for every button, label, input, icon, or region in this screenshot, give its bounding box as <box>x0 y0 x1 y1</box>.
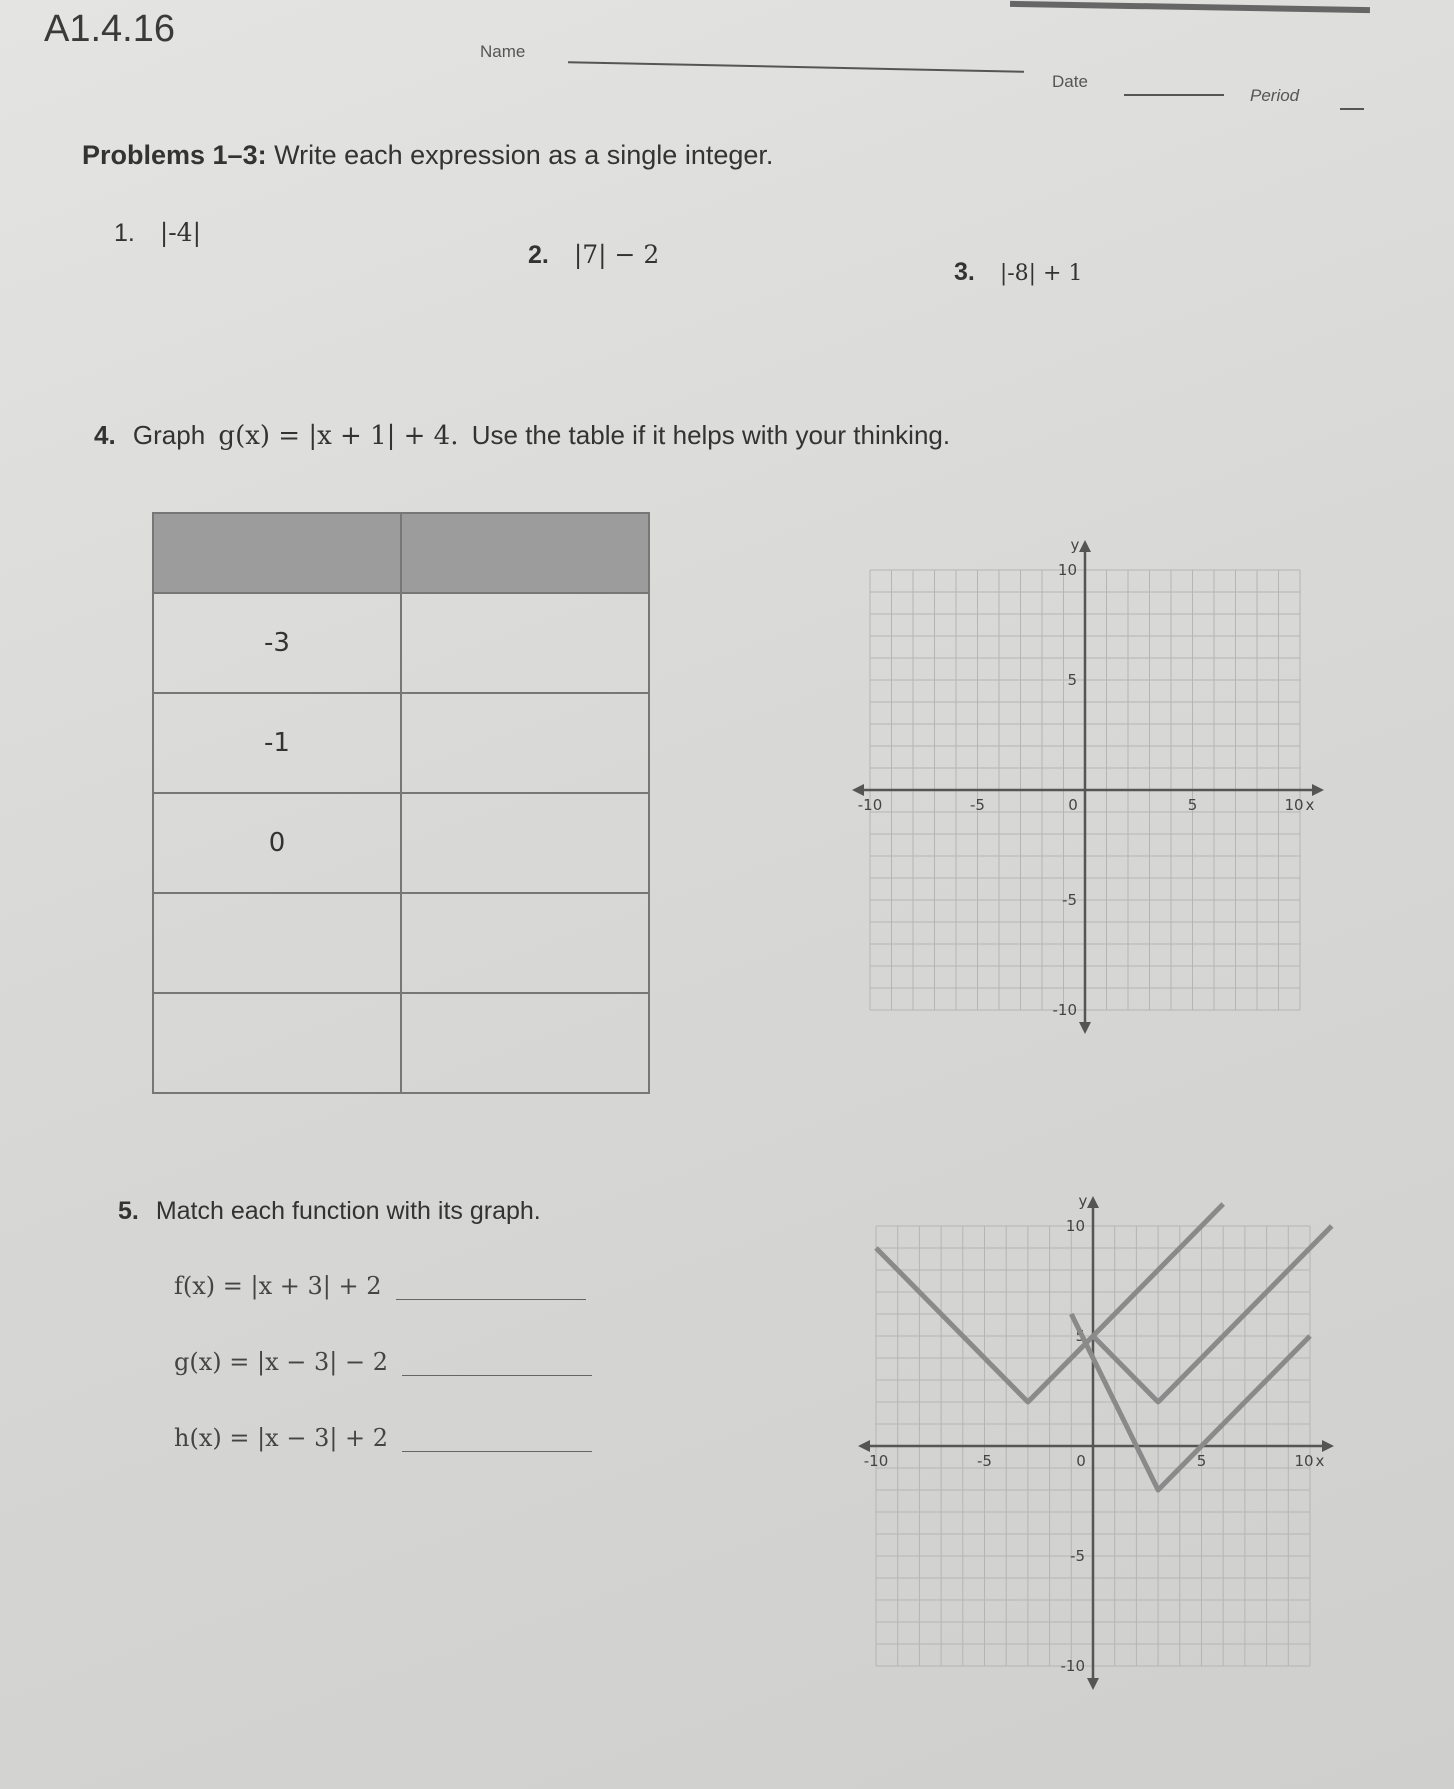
problem-3-expression: |-8| + 1 <box>999 261 1083 286</box>
table-x-cell[interactable] <box>153 993 401 1093</box>
problem-4-coordinate-grid[interactable] <box>850 530 1330 1050</box>
period-label: Period <box>1250 86 1300 105</box>
function-f-expression: f(x) = |x + 3| + 2 <box>174 1272 382 1300</box>
x-tick-label: -5 <box>977 1452 992 1470</box>
y-axis-arrow-icon <box>1087 1678 1099 1690</box>
y-tick-label: -5 <box>1070 1547 1085 1565</box>
y-tick-label: 5 <box>1067 671 1077 689</box>
x-tick-label: -5 <box>970 796 985 814</box>
name-label: Name <box>480 42 526 61</box>
y-tick-label: -10 <box>1060 1657 1085 1675</box>
table-x-cell: 0 <box>153 793 401 893</box>
x-tick-label: 10 <box>1294 1452 1314 1470</box>
problem-4-suffix: Use the table if it helps with your thinking. <box>471 420 951 450</box>
function-h-expression: h(x) = |x − 3| + 2 <box>174 1424 389 1452</box>
x-axis-label: x <box>1305 796 1315 814</box>
table-y-cell[interactable] <box>401 693 649 793</box>
table-row <box>153 793 649 893</box>
x-axis-arrow-icon <box>1322 1440 1334 1452</box>
table-row <box>153 993 649 1093</box>
problem-3-number: 3. <box>954 258 975 286</box>
table-x-cell: -1 <box>153 693 401 793</box>
date-label: Date <box>1052 72 1088 91</box>
origin-label: 0 <box>1076 1452 1086 1470</box>
x-tick-label: 10 <box>1284 796 1304 814</box>
section-heading-bold: Problems 1–3: <box>82 140 267 170</box>
problem-4-prompt <box>94 420 950 451</box>
period-field[interactable] <box>1340 108 1364 110</box>
problem-1-number: 1. <box>114 219 135 247</box>
function-h-answer-blank[interactable] <box>402 1451 592 1452</box>
problem-5-text: Match each function with its graph. <box>155 1197 541 1225</box>
x-axis-arrow-icon <box>858 1440 870 1452</box>
problem-4-prefix: Graph <box>132 420 206 450</box>
x-tick-label: 5 <box>1187 796 1198 814</box>
y-tick-label: -10 <box>1052 1001 1077 1019</box>
y-axis-arrow-icon <box>1079 540 1091 552</box>
table-header-y <box>401 513 649 593</box>
y-axis-label: y <box>1070 536 1080 554</box>
table-x-cell[interactable] <box>153 893 401 993</box>
problem-4-number: 4. <box>94 420 116 450</box>
worksheet-code: A1.4.16 <box>44 8 175 50</box>
function-g <box>174 1348 592 1376</box>
problem-3 <box>954 258 1082 287</box>
table-row <box>153 893 649 993</box>
y-axis-label: y <box>1078 1192 1088 1210</box>
x-axis-arrow-icon <box>852 784 864 796</box>
table-y-cell[interactable] <box>401 793 649 893</box>
y-tick-label: 5 <box>1075 1327 1085 1345</box>
table-y-cell[interactable] <box>401 893 649 993</box>
x-axis-label: x <box>1315 1452 1325 1470</box>
problem-2-number: 2. <box>528 241 549 269</box>
name-field[interactable] <box>568 61 1024 73</box>
problem-5-number: 5. <box>118 1197 139 1225</box>
date-field[interactable] <box>1124 94 1224 96</box>
problem-4-table <box>152 512 650 1094</box>
section-heading <box>82 140 773 171</box>
y-axis-arrow-icon <box>1087 1196 1099 1208</box>
top-edge-shadow <box>1010 1 1370 13</box>
section-heading-text: Write each expression as a single integer. <box>274 140 774 170</box>
y-tick-label: 10 <box>1057 561 1077 579</box>
y-tick-label: 10 <box>1065 1217 1085 1235</box>
table-y-cell[interactable] <box>401 993 649 1093</box>
problem-2 <box>528 240 659 270</box>
table-y-cell[interactable] <box>401 593 649 693</box>
function-f <box>174 1272 586 1300</box>
problem-4-function: g(x) = |x + 1| + 4. <box>218 421 459 451</box>
x-tick-label: -10 <box>863 1452 889 1470</box>
function-g-answer-blank[interactable] <box>402 1375 592 1376</box>
x-tick-label: 5 <box>1196 1452 1207 1470</box>
function-h <box>174 1424 592 1452</box>
problem-2-expression: |7| − 2 <box>573 240 660 269</box>
table-header-x <box>153 513 401 593</box>
table-x-cell: -3 <box>153 593 401 693</box>
problem-5-prompt <box>118 1197 541 1226</box>
origin-label: 0 <box>1068 796 1078 814</box>
function-g-expression: g(x) = |x − 3| − 2 <box>174 1348 388 1376</box>
table-row <box>153 593 649 693</box>
function-f-answer-blank[interactable] <box>396 1299 586 1300</box>
problem-1-expression: |-4| <box>159 218 202 247</box>
problem-5-coordinate-grid <box>856 1186 1340 1706</box>
y-axis-arrow-icon <box>1079 1022 1091 1034</box>
y-tick-label: -5 <box>1062 891 1077 909</box>
x-axis-arrow-icon <box>1312 784 1324 796</box>
problem-1 <box>114 218 201 248</box>
table-row <box>153 693 649 793</box>
x-tick-label: -10 <box>857 796 883 814</box>
table-header-row <box>153 513 649 593</box>
